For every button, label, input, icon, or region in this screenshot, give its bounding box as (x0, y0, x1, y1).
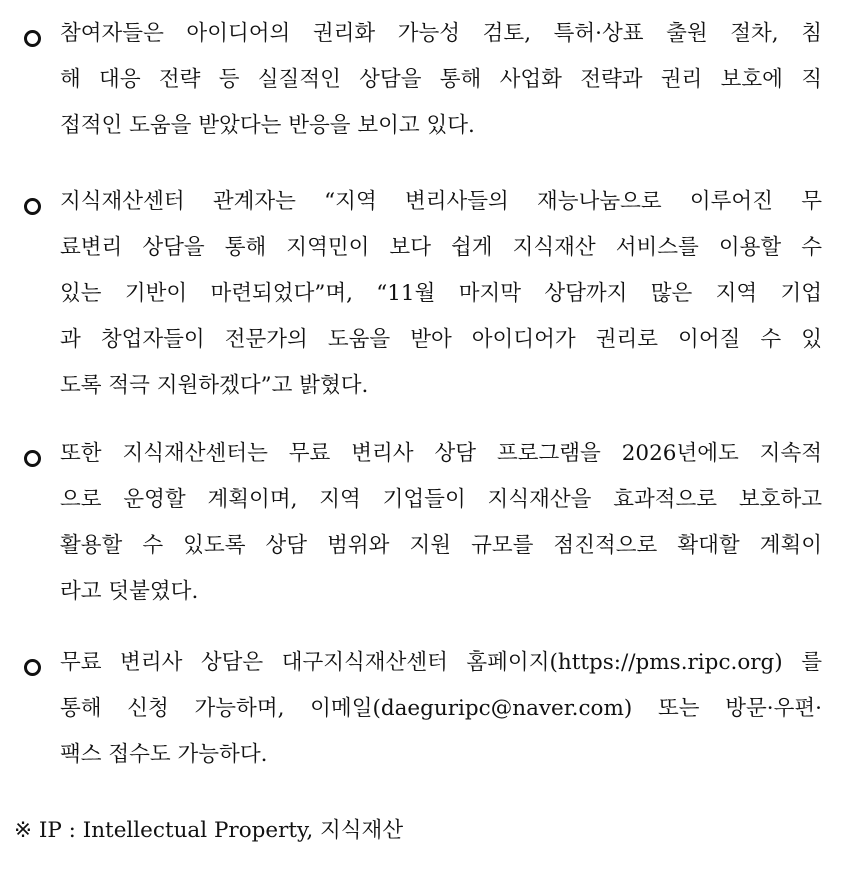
paragraph-line: 으로 운영할 계획이며, 지역 기업들이 지식재산을 효과적으로 보호하고 (60, 487, 822, 512)
paragraph-line: 라고 덧붙였다. (60, 579, 199, 604)
paragraph-line: 료변리 상담을 통해 지역민이 보다 쉽게 지식재산 서비스를 이용할 수 (60, 235, 822, 260)
circle-bullet-icon (24, 450, 41, 467)
paragraph-line: 해 대응 전략 등 실질적인 상담을 통해 사업화 전략과 권리 보호에 직 (60, 67, 822, 92)
paragraph-line: 있는 기반이 마련되었다”며, “11월 마지막 상담까지 많은 지역 기업 (60, 281, 822, 306)
circle-bullet-icon (24, 198, 41, 215)
paragraph-line: 또한 지식재산센터는 무료 변리사 상담 프로그램을 2026년에도 지속적 (60, 441, 822, 466)
circle-bullet-icon (24, 659, 41, 676)
paragraph-line: 무료 변리사 상담은 대구지식재산센터 홈페이지(https://pms.ripc.org) 를 (60, 650, 822, 675)
paragraph-line: 지식재산센터 관계자는 “지역 변리사들의 재능나눔으로 이루어진 무 (60, 189, 822, 214)
circle-bullet-icon (24, 30, 41, 47)
paragraph-line: 활용할 수 있도록 상담 범위와 지원 규모를 점진적으로 확대할 계획이 (60, 533, 822, 558)
paragraph-line: 과 창업자들이 전문가의 도움을 받아 아이디어가 권리로 이어질 수 있 (60, 327, 822, 352)
paragraph-line: 도록 적극 지원하겠다”고 밝혔다. (60, 373, 369, 398)
paragraph-line: 통해 신청 가능하며, 이메일(daeguripc@naver.com) 또는 방문·우편· (60, 696, 822, 721)
footnote: ※ IP : Intellectual Property, 지식재산 (14, 818, 404, 843)
paragraph-line: 참여자들은 아이디어의 권리화 가능성 검토, 특허·상표 출원 절차, 침 (60, 21, 822, 46)
paragraph-line: 팩스 접수도 가능하다. (60, 742, 268, 767)
paragraph-line: 접적인 도움을 받았다는 반응을 보이고 있다. (60, 113, 475, 138)
